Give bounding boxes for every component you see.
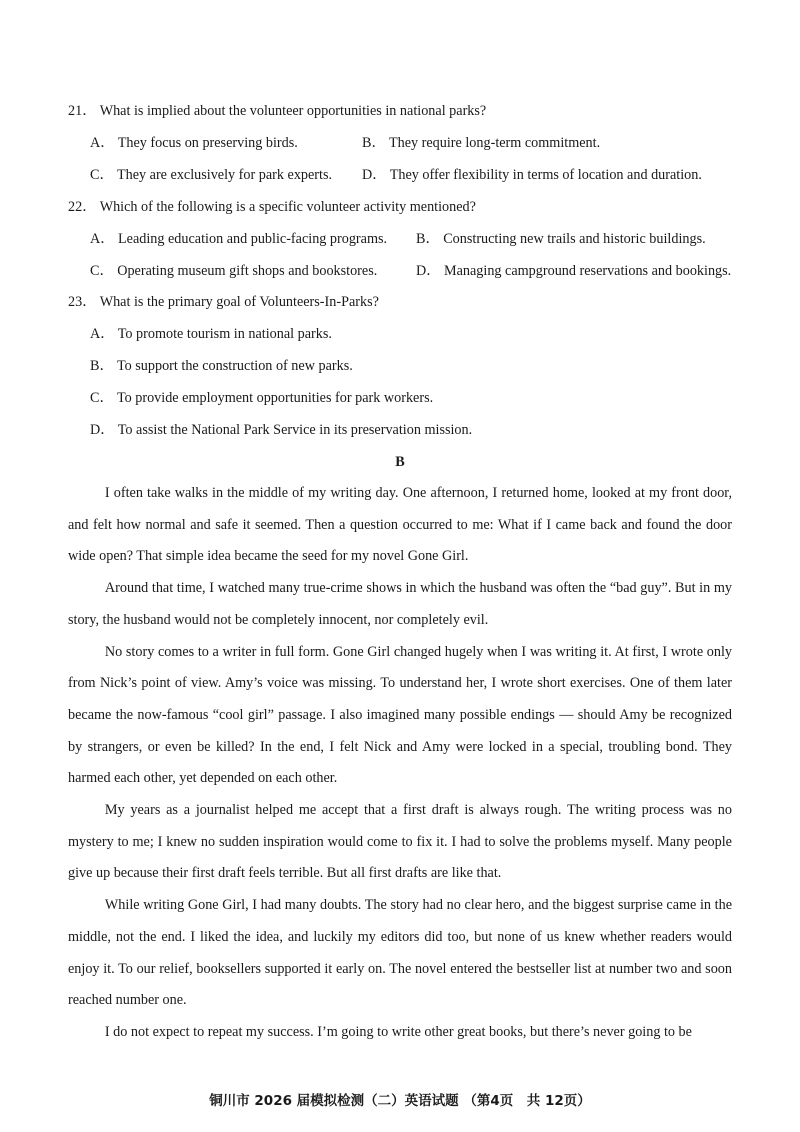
option-letter: A． [90, 326, 115, 342]
option-text: They offer flexibility in terms of location and duration. [389, 167, 702, 183]
option-21-b [362, 132, 600, 152]
option-letter: C． [90, 263, 114, 279]
passage-paragraph: I do not expect to repeat my success. I’m going to write other great books, but there’s never going to be [104, 1023, 692, 1040]
question-text: Which of the following is a specific volunteer activity mentioned? [99, 199, 476, 215]
option-23-d [90, 419, 472, 439]
option-21-c [90, 164, 332, 184]
option-text: They focus on preserving birds. [117, 135, 298, 151]
page-footer [0, 1089, 800, 1109]
question-number: 23． [68, 294, 97, 310]
section-heading: B [395, 454, 405, 470]
option-letter: B． [362, 135, 386, 151]
option-text: They are exclusively for park experts. [116, 167, 333, 183]
option-21-a [90, 132, 298, 152]
question-number: 22． [68, 199, 97, 215]
option-23-a [90, 323, 332, 343]
option-text: Operating museum gift shops and bookstores. [117, 263, 378, 279]
option-23-b [90, 355, 353, 375]
option-letter: C． [90, 167, 114, 183]
option-letter: B． [416, 231, 440, 247]
question-text: What is the primary goal of Volunteers-In-Parks? [99, 294, 379, 310]
passage-paragraph: No story comes to a writer in full form. Gone Girl changed hugely when I was writing it. At first, I wrote only from Nick’s point of view. Amy’s voice was missing. To understand her, I wrote short exercises. One of them later became the now-famous “cool girl” passage. I also imagined many possible endings — should Amy be recognized by strangers, or even be killed? In the end, I felt Nick and Amy were locked in a special, troubling bond. They harmed each other, yet depended on each other. [68, 643, 732, 787]
question-text: What is implied about the volunteer opportunities in national parks? [99, 103, 487, 119]
option-21-d [362, 164, 702, 184]
question-22 [68, 196, 476, 216]
passage-paragraph: Around that time, I watched many true-crime shows in which the husband was often the “bad guy”. But in my story, the husband would not be completely innocent, nor completely evil. [68, 580, 732, 628]
option-22-c [90, 260, 377, 280]
option-22-a [90, 228, 387, 248]
option-text: Managing campground reservations and bookings. [443, 263, 732, 279]
option-text: To assist the National Park Service in its preservation mission. [117, 422, 473, 438]
option-letter: D． [90, 422, 115, 438]
passage-paragraph: I often take walks in the middle of my writing day. One afternoon, I returned home, looked at my front door, and felt how normal and safe it seemed. Then a question occurred to me: What if I came back and found the door wide open? That simple idea became the seed for my novel Gone Girl. [68, 485, 732, 565]
option-letter: A． [90, 135, 115, 151]
option-text: They require long-term commitment. [388, 135, 601, 151]
option-letter: D． [416, 263, 441, 279]
passage-paragraph: While writing Gone Girl, I had many doubts. The story had no clear hero, and the biggest surprise came in the middle, not the end. I liked the idea, and luckily my editors did too, but none of us knew whether readers would enjoy it. To our relief, booksellers supported it early on. The novel entered the bestseller list at number two and soon reached number one. [68, 897, 732, 1009]
passage-paragraph: My years as a journalist helped me accept that a first draft is always rough. The writing process was no mystery to me; I knew no sudden inspiration would come to fix it. I had to solve the problems myself. Many people give up because their first draft feels terrible. But all first drafts are like that. [68, 802, 732, 882]
option-text: To support the construction of new parks. [116, 358, 353, 374]
page-number: （第4页 共 12页） [463, 1093, 591, 1109]
option-letter: B． [90, 358, 114, 374]
reading-passage [68, 478, 732, 1049]
option-letter: A． [90, 231, 115, 247]
option-text: To provide employment opportunities for park workers. [116, 390, 434, 406]
option-22-b [416, 228, 706, 248]
option-letter: C． [90, 390, 114, 406]
option-text: Constructing new trails and historic buildings. [443, 231, 706, 247]
option-23-c [90, 387, 433, 407]
option-text: To promote tourism in national parks. [117, 326, 332, 342]
question-number: 21． [68, 103, 97, 119]
question-23 [68, 291, 379, 311]
question-21 [68, 100, 486, 120]
option-22-d [416, 260, 731, 280]
option-letter: D． [362, 167, 387, 183]
option-text: Leading education and public-facing programs. [117, 231, 388, 247]
exam-title: 铜川市 2026 届模拟检测（二）英语试题 [209, 1093, 459, 1109]
